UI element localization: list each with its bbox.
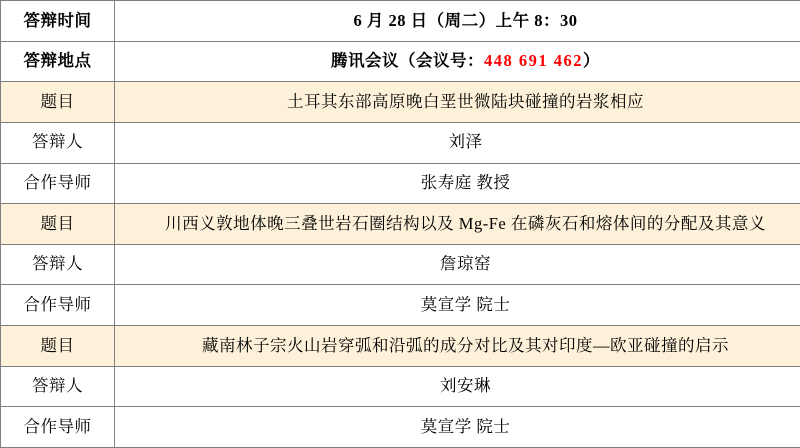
row-value-defense-time: 6 月 28 日（周二）上午 8：30 [115,1,800,42]
table-body [1,1,800,448]
row-value-advisor-1: 张寿庭 教授 [115,163,800,204]
row-value-topic-3: 藏南林子宗火山岩穿弧和沿弧的成分对比及其对印度—欧亚碰撞的启示 [115,326,800,367]
table-row [1,244,800,285]
table-row [1,122,800,163]
row-value-topic-1: 土耳其东部高原晚白垩世微陆块碰撞的岩浆相应 [115,82,800,123]
table-row [1,163,800,204]
row-label-advisor-1: 合作导师 [1,163,115,204]
row-value-advisor-2: 莫宣学 院士 [115,285,800,326]
row-label-topic-1: 题目 [1,82,115,123]
table-row [1,41,800,82]
row-label-advisor-3: 合作导师 [1,407,115,448]
row-value-topic-2: 川西义敦地体晚三叠世岩石圈结构以及 Mg-Fe 在磷灰石和熔体间的分配及其意义 [115,204,800,245]
meeting-platform-text: 腾讯会议（会议号： [331,51,484,71]
table-row [1,407,800,448]
table-row [1,285,800,326]
row-value-presenter-2: 詹琼窑 [115,244,800,285]
table-row [1,1,800,42]
row-label-presenter-3: 答辩人 [1,366,115,407]
table-row [1,204,800,245]
row-label-topic-3: 题目 [1,326,115,367]
table-row [1,326,800,367]
row-label-presenter-1: 答辩人 [1,122,115,163]
row-label-topic-2: 题目 [1,204,115,245]
meeting-id-number: 448 691 462 [484,51,583,71]
row-value-advisor-3: 莫宣学 院士 [115,407,800,448]
row-value-presenter-1: 刘泽 [115,122,800,163]
row-label-presenter-2: 答辩人 [1,244,115,285]
meeting-suffix-text: ） [583,51,600,71]
row-label-defense-time: 答辩时间 [1,1,115,42]
row-value-presenter-3: 刘安琳 [115,366,800,407]
table-row [1,82,800,123]
table-row [1,366,800,407]
row-value-defense-location [115,41,800,82]
row-label-advisor-2: 合作导师 [1,285,115,326]
row-label-defense-location: 答辩地点 [1,41,115,82]
